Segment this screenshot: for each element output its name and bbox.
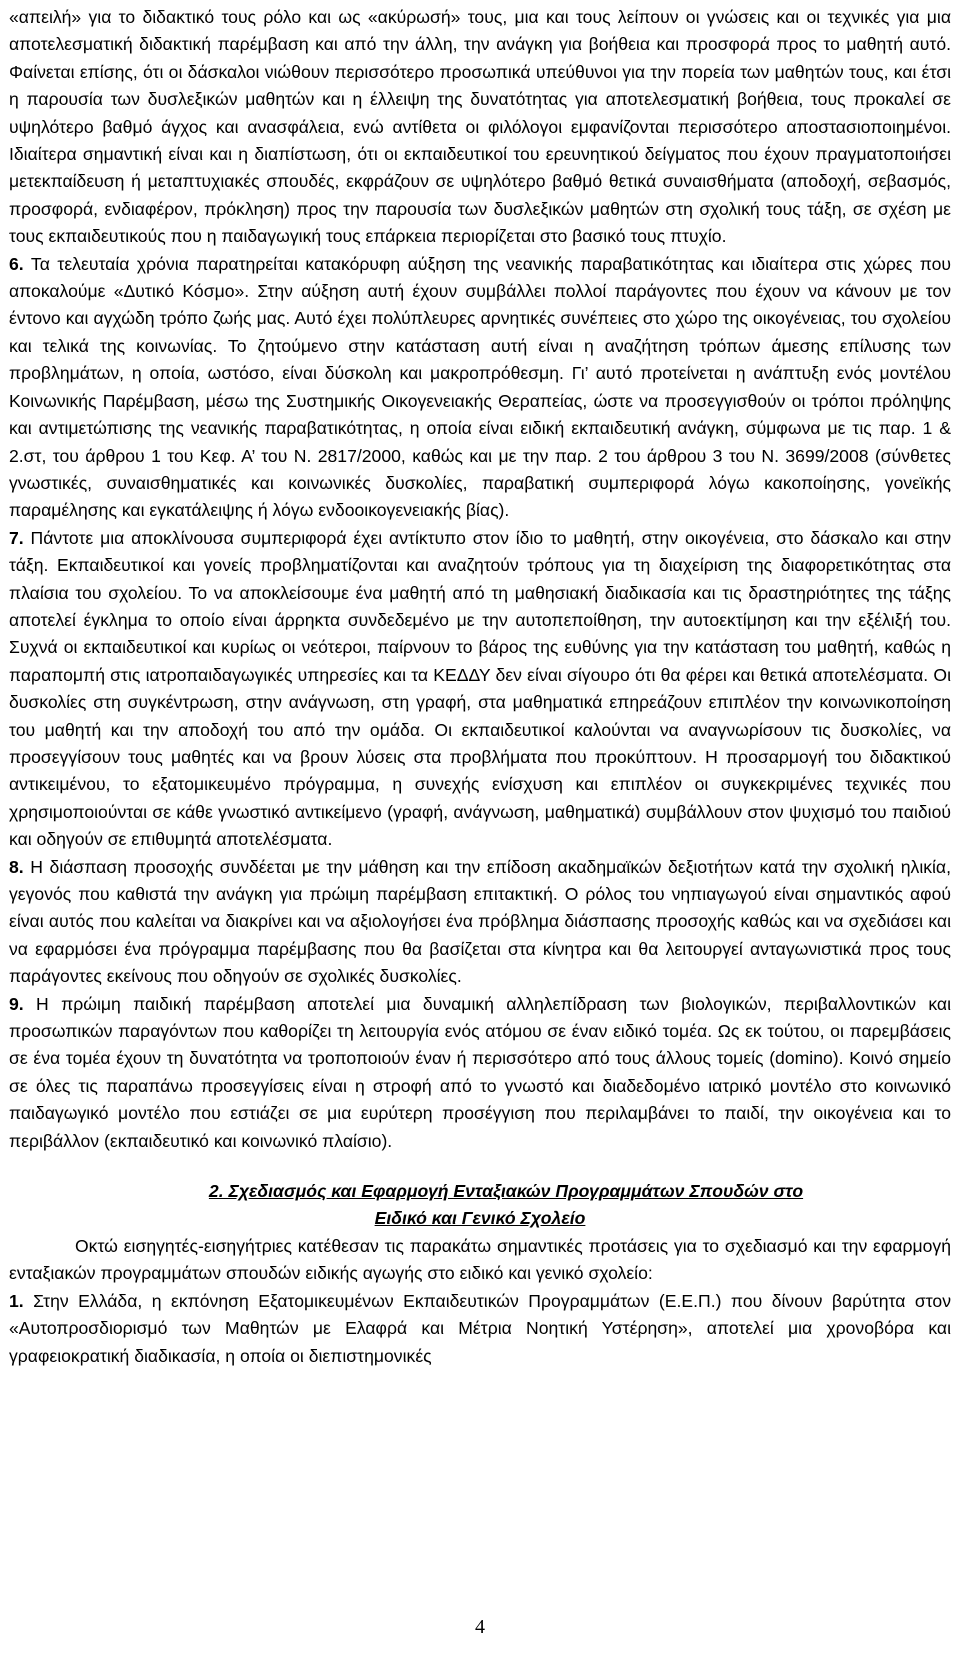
item-text: Στην Ελλάδα, η εκπόνηση Εξατομικευμένων Εκπαιδευτικών Προγραμμάτων (Ε.Ε.Π.) που δίνουν βαρύτητα στον «Αυτοπροσδιορισμό των Μαθητών με Ελαφρά και Μέτρια Νοητική Υστέρηση», αποτελεί μια χρονοβόρα και γραφειοκρατική διαδικασία, η οποία οι διεπιστημονικές — [9, 1290, 951, 1366]
item-text: Η πρώιμη παιδική παρέμβαση αποτελεί μια δυναμική αλληλεπίδραση των βιολογικών, περιβαλλοντικών και προσωπικών παραγόντων που καθορίζει τη λειτουργία ενός ατόμου σε έναν ειδικό τομέα. Ως εκ τούτου, οι παρεμβάσεις σε ένα τομέα έχουν τη δυνατότητα να τροποποιούν έναν ή περισσότερο από τους άλλους τομείς (domino). Κοινό σημείο σε όλες τις παραπάνω προσεγγίσεις είναι η στροφή από το γνωστό και διαδεδομένο ιατρικό μοντέλο στο κοινωνικό παιδαγωγικό μοντέλο που εστιάζει σε μια ευρύτερη προσέγγιση που περιλαμβάνει το παιδί, την οικογένεια και το περιβάλλον (εκπαιδευτικό και κοινωνικό πλαίσιο). — [9, 993, 951, 1151]
list-item-8 — [9, 854, 951, 991]
item-number: 7. — [9, 527, 24, 548]
item-number: 1. — [9, 1290, 24, 1311]
section-intro: Οκτώ εισηγητές-εισηγήτριες κατέθεσαν τις παρακάτω σημαντικές προτάσεις για το σχεδιασμό και την εφαρμογή ενταξιακών προγραμμάτων σπουδών ειδικής αγωγής στο ειδικό και γενικό σχολείο: — [9, 1235, 951, 1284]
section-heading — [9, 1178, 951, 1233]
item-text: Τα τελευταία χρόνια παρατηρείται κατακόρυφη αύξηση της νεανικής παραβατικότητας και ιδιαίτερα στις χώρες που αποκαλούμε «Δυτικό Κόσμο». Στην αύξηση αυτή έχουν συμβάλλει πολλοί παράγοντες που έχουν να κάνουν με τον έντονο και αγχώδη τρόπο ζωής μας. Αυτό έχει πολύπλευρες αρνητικές συνέπειες στο χώρο της οικογένειας, του σχολείου και τελικά της κοινωνίας. Το ζητούμενο στην κατάσταση αυτή είναι η αναζήτηση τρόπων άμεσης επίλυσης των προβλημάτων, η οποία, ωστόσο, είναι δύσκολη και μακροπρόθεσμη. Γι’ αυτό προτείνεται η ανάπτυξη ενός μοντέλου Κοινωνικής Παρέμβαση, μέσω της Συστημικής Οικογενειακής Θεραπείας, ώστε να προσεγγισθούν οι τρόποι πρόληψης και αντιμετώπισης της νεανικής παραβατικότητας, η οποία είναι ειδική εκπαιδευτική ανάγκη, σύμφωνα με τις παρ. 1 & 2.στ, του άρθρου 1 του Κεφ. Α’ του Ν. 2817/2000, καθώς και με την παρ. 2 του άρθρου 3 του Ν. 3699/2008 (σύνθετες γνωστικές, συναισθηματικές και κοινωνικές δυσκολίες, παραβατική συμπεριφορά λόγω κακοποίησης, γονεϊκής παραμέλησης και εγκατάλειψης ή λόγω ενδοοικογενειακής βίας). — [9, 253, 951, 521]
page-number: 4 — [475, 1616, 485, 1638]
item-number: 8. — [9, 856, 24, 877]
item-number: 6. — [9, 253, 24, 274]
section-heading-line2: Ειδικό και Γενικό Σχολείο — [374, 1208, 586, 1229]
item-text: Η διάσπαση προσοχής συνδέεται με την μάθηση και την επίδοση ακαδημαϊκών δεξιοτήτων κατά την σχολική ηλικία, γεγονός που καθιστά την ανάγκη για πρώιμη παρέμβαση επιτακτική. Ο ρόλος του νηπιαγωγού είναι σημαντικός αφού είναι αυτός που καλείται να διακρίνει και να αξιολογήσει ένα πρόβλημα διάσπασης προσοχής καθώς και να σχεδιάσει και να εφαρμόσει ένα πρόγραμμα παρέμβασης που θα βασίζεται στα κίνητρα και θα λειτουργεί ανταγωνιστικά προς τους παράγοντες εκείνους που οδηγούν σε σχολικές δυσκολίες. — [9, 856, 951, 987]
section-list-item-1 — [9, 1288, 951, 1370]
list-item-6 — [9, 251, 951, 525]
list-item-9 — [9, 991, 951, 1155]
section-heading-line1: 2. Σχεδιασμός και Εφαρμογή Ενταξιακών Προγραμμάτων Σπουδών στο — [208, 1181, 804, 1202]
paragraph-intro: «απειλή» για το διδακτικό τους ρόλο και ως «ακύρωσή» τους, μια και τους λείπουν οι γνώσεις και οι τεχνικές για μια αποτελεσματική διδακτική παρέμβαση και από την άλλη, την ανάγκη για βοήθεια και προσφορά προς το μαθητή αυτό. Φαίνεται επίσης, ότι οι δάσκαλοι νιώθουν περισσότερο προσωπικά υπεύθυνοι για την πορεία των μαθητών τους, και έτσι η παρουσία των δυσλεξικών μαθητών και η έλλειψη της δυνατότητας για αποτελεσματική βοήθεια, τους προκαλεί σε υψηλότερο βαθμό άγχος και ανασφάλεια, ενώ αντίθετα οι φιλόλογοι εμφανίζονται περισσότερο αποστασιοποιημένοι. Ιδιαίτερα σημαντική είναι και η διαπίστωση, ότι οι εκπαιδευτικοί του ερευνητικού δείγματος που έχουν πραγματοποιήσει μετεκπαίδευση ή μεταπτυχιακές σπουδές, εκφράζουν σε υψηλότερο βαθμό θετικά συναισθήματα (αποδοχή, σεβασμός, προσφορά, ενδιαφέρον, πρόκληση) προς την παρουσία των δυσλεξικών μαθητών στη σχολική τους τάξη, σε σχέση με τους εκπαιδευτικούς που η παιδαγωγική τους επάρκεια περιορίζεται στο βασικό τους πτυχίο. — [9, 7, 951, 247]
item-number: 9. — [9, 993, 24, 1014]
item-text: Πάντοτε μια αποκλίνουσα συμπεριφορά έχει αντίκτυπο στον ίδιο το μαθητή, στην οικογένεια, στο δάσκαλο και στην τάξη. Εκπαιδευτικοί και γονείς προβληματίζονται και αναζητούν τρόπους για τη διαχείριση της διαφορετικότητας στα πλαίσια του σχολείου. Το να αποκλείσουμε ένα μαθητή από τη μαθησιακή διαδικασία και τις δραστηριότητες της τάξης αποτελεί έγκλημα το οποίο είναι άρρηκτα συνδεδεμένο με την αυτοπεποίθηση, την αυτοεκτίμηση και την εξέλιξή του. Συχνά οι εκπαιδευτικοί και κυρίως οι νεότεροι, παίρνουν το βάρος της ευθύνης για την κατάσταση του μαθητή, καθώς η παραπομπή στις ιατροπαιδαγωγικές υπηρεσίες και τα ΚΕΔΔΥ δεν είναι σίγουρο ότι θα φέρει και θετικά αποτελέσματα. Οι δυσκολίες στη συγκέντρωση, στην ανάγνωση, στη γραφή, στα μαθηματικά επηρεάζουν επιπλέον την κοινωνικοποίηση του μαθητή και την αποδοχή του από την ομάδα. Οι εκπαιδευτικοί καλούνται να αναγνωρίσουν τις δυσκολίες, να προσεγγίσουν τους μαθητές και να βρουν λύσεις στα προβλήματα που προκύπτουν. Η προσαρμογή του διδακτικού αντικειμένου, το εξατομικευμένο πρόγραμμα, η συνεχής ενίσχυση και επιπλέον οι συγκεκριμένες τεχνικές που χρησιμοποιούνται σε κάθε γνωστικό αντικείμενο (γραφή, ανάγνωση, μαθηματικά) συμβάλλουν στον ψυχισμό του παιδιού και οδηγούν σε επιθυμητά αποτελέσματα. — [9, 527, 951, 850]
list-item-7 — [9, 525, 951, 854]
